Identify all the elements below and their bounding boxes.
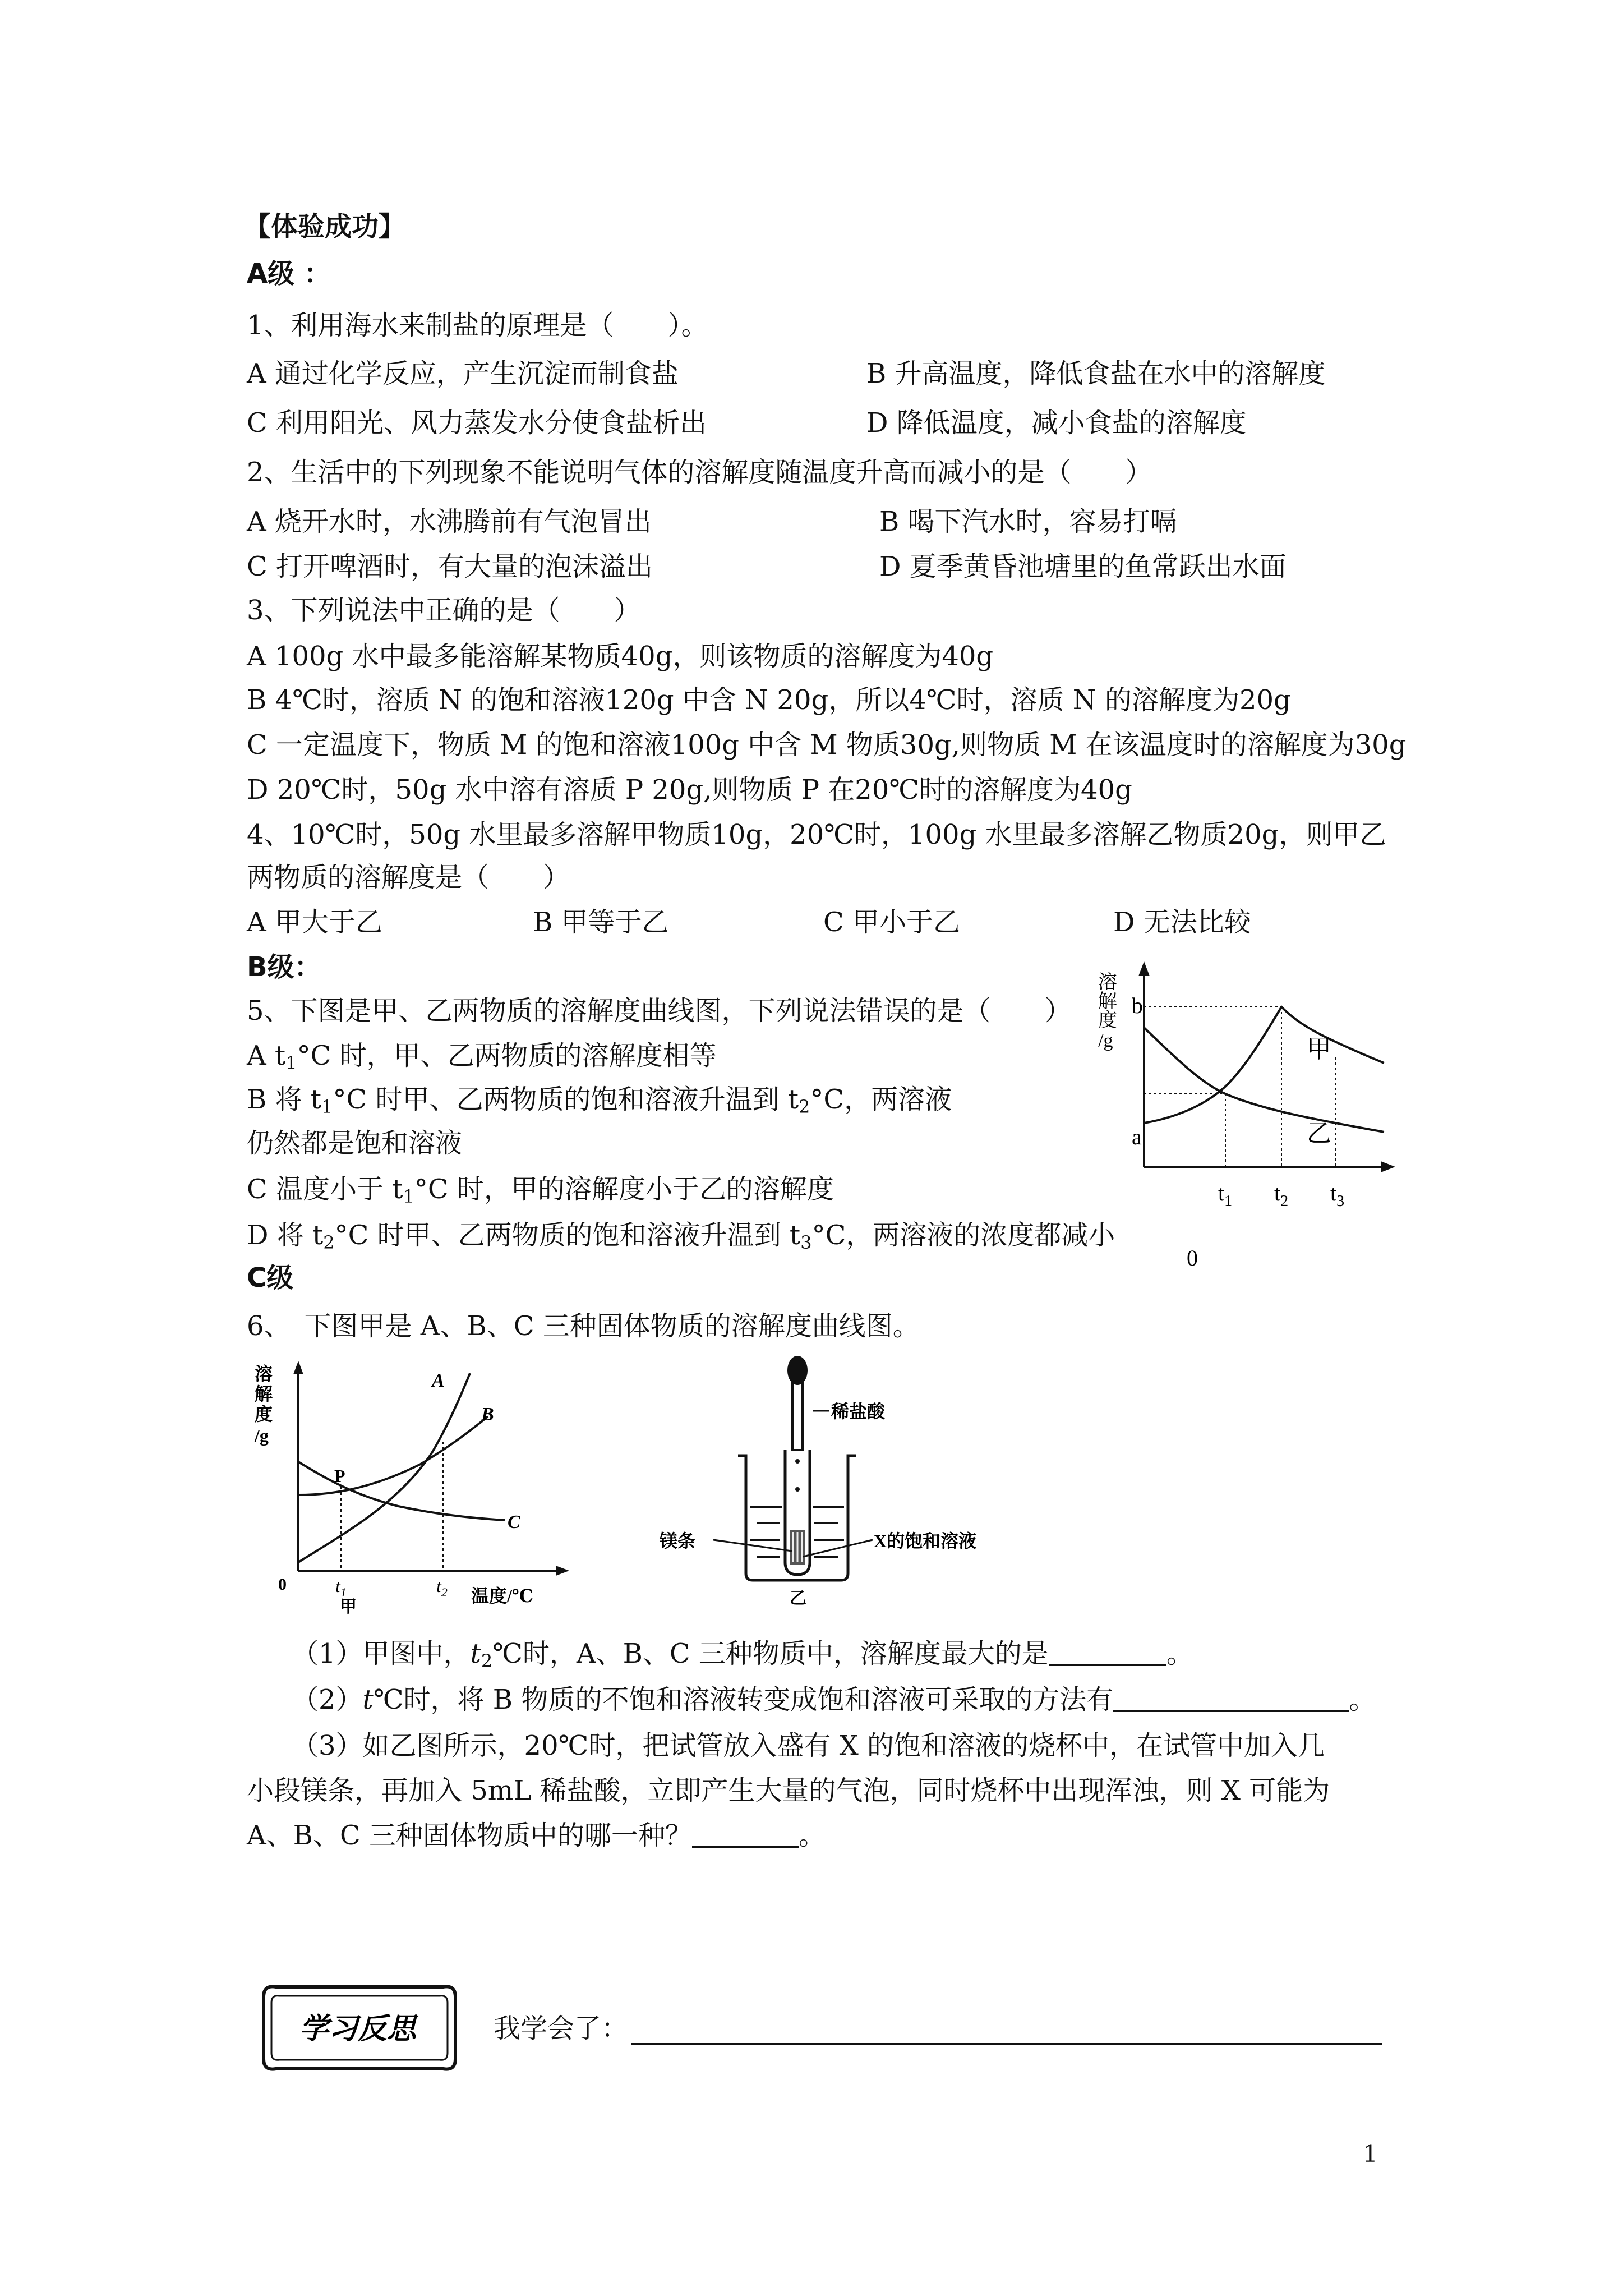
- q5-option-d: D 将 $t_2^\circ C$ 时甲、乙两物质的饱和溶液升温到 $t_3^\circ C$，两溶液的浓度都减小: [247, 1220, 1115, 1253]
- q1-option-c: C 利用阳光、风力蒸发水分使食盐析出: [247, 407, 707, 439]
- dropper-tube: [792, 1383, 803, 1450]
- solution-label: X的饱和溶液: [874, 1531, 977, 1551]
- q6-stem: 6、 下图甲是 A、B、C 三种固体物质的溶解度曲线图。: [247, 1310, 920, 1342]
- solution-pointer: [803, 1540, 873, 1557]
- q5-tick-t2: $t_2$: [1274, 1180, 1289, 1210]
- q6-xlabel: 温度/℃: [471, 1586, 534, 1606]
- stamp-text: 学习反思: [299, 2013, 417, 2045]
- acid-drop: [795, 1459, 800, 1464]
- q5-solubility-chart: [1088, 954, 1413, 1268]
- q5-option-a: A $t_1^\circ C$ 时，甲、乙两物质的溶解度相等: [247, 1040, 717, 1074]
- q6-ylabel-1: 溶: [255, 1364, 273, 1384]
- q5-option-c: C 温度小于 $t_1^\circ C$ 时，甲的溶解度小于乙的溶解度: [247, 1174, 834, 1207]
- q4-option-d: D 无法比较: [1113, 907, 1251, 938]
- q5-origin: 0: [1187, 1245, 1198, 1268]
- q2-option-d: D 夏季黄昏池塘里的鱼常跃出水面: [879, 551, 1287, 582]
- q6-curve-c: [298, 1462, 505, 1520]
- q6-curve-b: [298, 1416, 488, 1495]
- q6-origin: 0: [278, 1575, 287, 1594]
- q4-option-b: B 甲等于乙: [533, 907, 669, 938]
- q5-tick-t3: $t_3$: [1330, 1180, 1345, 1210]
- q1-stem: 1、利用海水来制盐的原理是（ ）。: [247, 310, 708, 341]
- q6-ylabel-3: 度: [255, 1404, 273, 1424]
- q3-stem: 3、下列说法中正确的是（ ）: [247, 595, 641, 626]
- q5-y-axis-arrow: [1138, 961, 1150, 976]
- q3-option-a: A 100g 水中最多能溶解某物质40g，则该物质的溶解度为40g: [247, 641, 994, 672]
- dropper-bulb: [787, 1356, 808, 1385]
- acid-drop: [795, 1487, 800, 1492]
- q6-label-a: A: [432, 1370, 445, 1391]
- level-b-heading: B级：: [247, 951, 321, 983]
- q5-ylabel-4: /g: [1098, 1030, 1113, 1051]
- q1-option-b: B 升高温度，降低食盐在水中的溶解度: [866, 358, 1326, 389]
- q3-option-d: D 20℃时，50g 水中溶有溶质 P 20g,则物质 P 在20℃时的溶解度为40g: [247, 774, 1132, 806]
- q6-tick-t2: $t_2$: [436, 1576, 448, 1599]
- q5-option-b-cont: 仍然都是饱和溶液: [247, 1128, 463, 1159]
- q6-part2: （2）t℃时，将 B 物质的不饱和溶液转变成饱和溶液可采取的方法有 。: [292, 1684, 1376, 1715]
- q5-option-b: B 将 $t_1^\circ C$ 时甲、乙两物质的饱和溶液升温到 $t_2^\circ C$，两溶液: [247, 1084, 952, 1117]
- q4-stem-line2: 两物质的溶解度是（ ）: [247, 862, 570, 893]
- q6-part3-blank[interactable]: [692, 1821, 799, 1848]
- q4-stem-line1: 4、10℃时，50g 水里最多溶解甲物质10g，20℃时，100g 水里最多溶解乙物质20g，则甲乙: [247, 819, 1387, 850]
- q2-stem: 2、生活中的下列现象不能说明气体的溶解度随温度升高而减小的是（ ）: [247, 457, 1152, 488]
- q6-curve-a: [298, 1373, 470, 1562]
- q4-option-c: C 甲小于乙: [823, 907, 960, 938]
- q6-label-c: C: [508, 1512, 520, 1533]
- q6-point-p: P: [334, 1466, 345, 1486]
- q2-option-c: C 打开啤酒时，有大量的泡沫溢出: [247, 551, 653, 582]
- mg-pointer: [713, 1540, 792, 1551]
- q6-part1-blank[interactable]: [1049, 1640, 1166, 1666]
- acid-label: 稀盐酸: [831, 1401, 886, 1421]
- reflection-answer-line[interactable]: [631, 2043, 1382, 2045]
- page-number: 1: [1363, 2140, 1378, 2168]
- q1-option-d: D 降低温度，减小食盐的溶解度: [866, 407, 1247, 439]
- q2-option-a: A 烧开水时，水沸腾前有气泡冒出: [247, 506, 652, 537]
- reflection-stamp: [252, 1975, 477, 2081]
- q6-solubility-chart: [247, 1358, 583, 1616]
- q6-part2-blank[interactable]: [1113, 1686, 1349, 1712]
- q5-series-yi: 乙: [1307, 1120, 1331, 1147]
- apparatus-caption: 乙: [790, 1589, 806, 1608]
- q6-part1: （1）甲图中，$t_2℃$时，A、B、C 三种物质中，溶解度最大的是 。: [292, 1638, 1193, 1672]
- q6-apparatus-diagram: [651, 1355, 1077, 1613]
- q6-ylabel-4: /g: [255, 1425, 269, 1446]
- q5-curve-jia: [1144, 1007, 1384, 1123]
- q6-part3-line1: （3）如乙图所示，20℃时，把试管放入盛有 X 的饱和溶液的烧杯中，在试管中加入几: [292, 1730, 1325, 1761]
- q1-option-a: A 通过化学反应，产生沉淀而制食盐: [247, 358, 679, 389]
- q6-ylabel-2: 解: [255, 1384, 273, 1404]
- q5-x-axis-arrow: [1381, 1161, 1395, 1172]
- q6-tick-t1: $t_1$: [335, 1576, 347, 1599]
- q3-option-c: C 一定温度下，物质 M 的饱和溶液100g 中含 M 物质30g,则物质 M 在该温度时的溶解度为30g: [247, 729, 1407, 761]
- q5-label-a: a: [1132, 1124, 1142, 1149]
- q6-x-axis-arrow: [556, 1566, 569, 1576]
- q2-option-b: B 喝下汽水时，容易打嗝: [879, 506, 1177, 537]
- q6-label-b: B: [481, 1404, 494, 1425]
- q6-part3-line2: 小段镁条，再加入 5mL 稀盐酸，立即产生大量的气泡，同时烧杯中出现浑浊，则 X 可能为: [247, 1775, 1330, 1806]
- q5-label-b: b: [1132, 993, 1143, 1018]
- q5-ylabel-1: 溶: [1098, 972, 1117, 993]
- level-a-heading: A级 ：: [247, 258, 331, 289]
- q5-ylabel-3: 度: [1098, 1010, 1117, 1031]
- q5-tick-t1: $t_1$: [1218, 1180, 1233, 1210]
- level-c-heading: C级: [247, 1262, 294, 1294]
- q3-option-b: B 4℃时，溶质 N 的饱和溶液120g 中含 N 20g，所以4℃时，溶质 N 的溶解度为20g: [247, 684, 1291, 716]
- q5-series-jia: 甲: [1307, 1036, 1331, 1063]
- q6-caption-jia: 甲: [340, 1598, 357, 1616]
- q4-option-a: A 甲大于乙: [247, 907, 382, 938]
- section-heading: 【体验成功】: [244, 211, 406, 242]
- q5-stem: 5、下图是甲、乙两物质的溶解度曲线图，下列说法错误的是（ ）: [247, 995, 1072, 1027]
- q6-part3-line3: A、B、C 三种固体物质中的哪一种？ 。: [247, 1820, 826, 1851]
- mg-label: 镁条: [660, 1531, 696, 1551]
- q5-curve-yi: [1144, 1028, 1384, 1132]
- q6-y-axis-arrow: [293, 1361, 303, 1374]
- reflection-label: 我学会了：: [494, 2013, 629, 2044]
- q5-ylabel-2: 解: [1098, 991, 1117, 1012]
